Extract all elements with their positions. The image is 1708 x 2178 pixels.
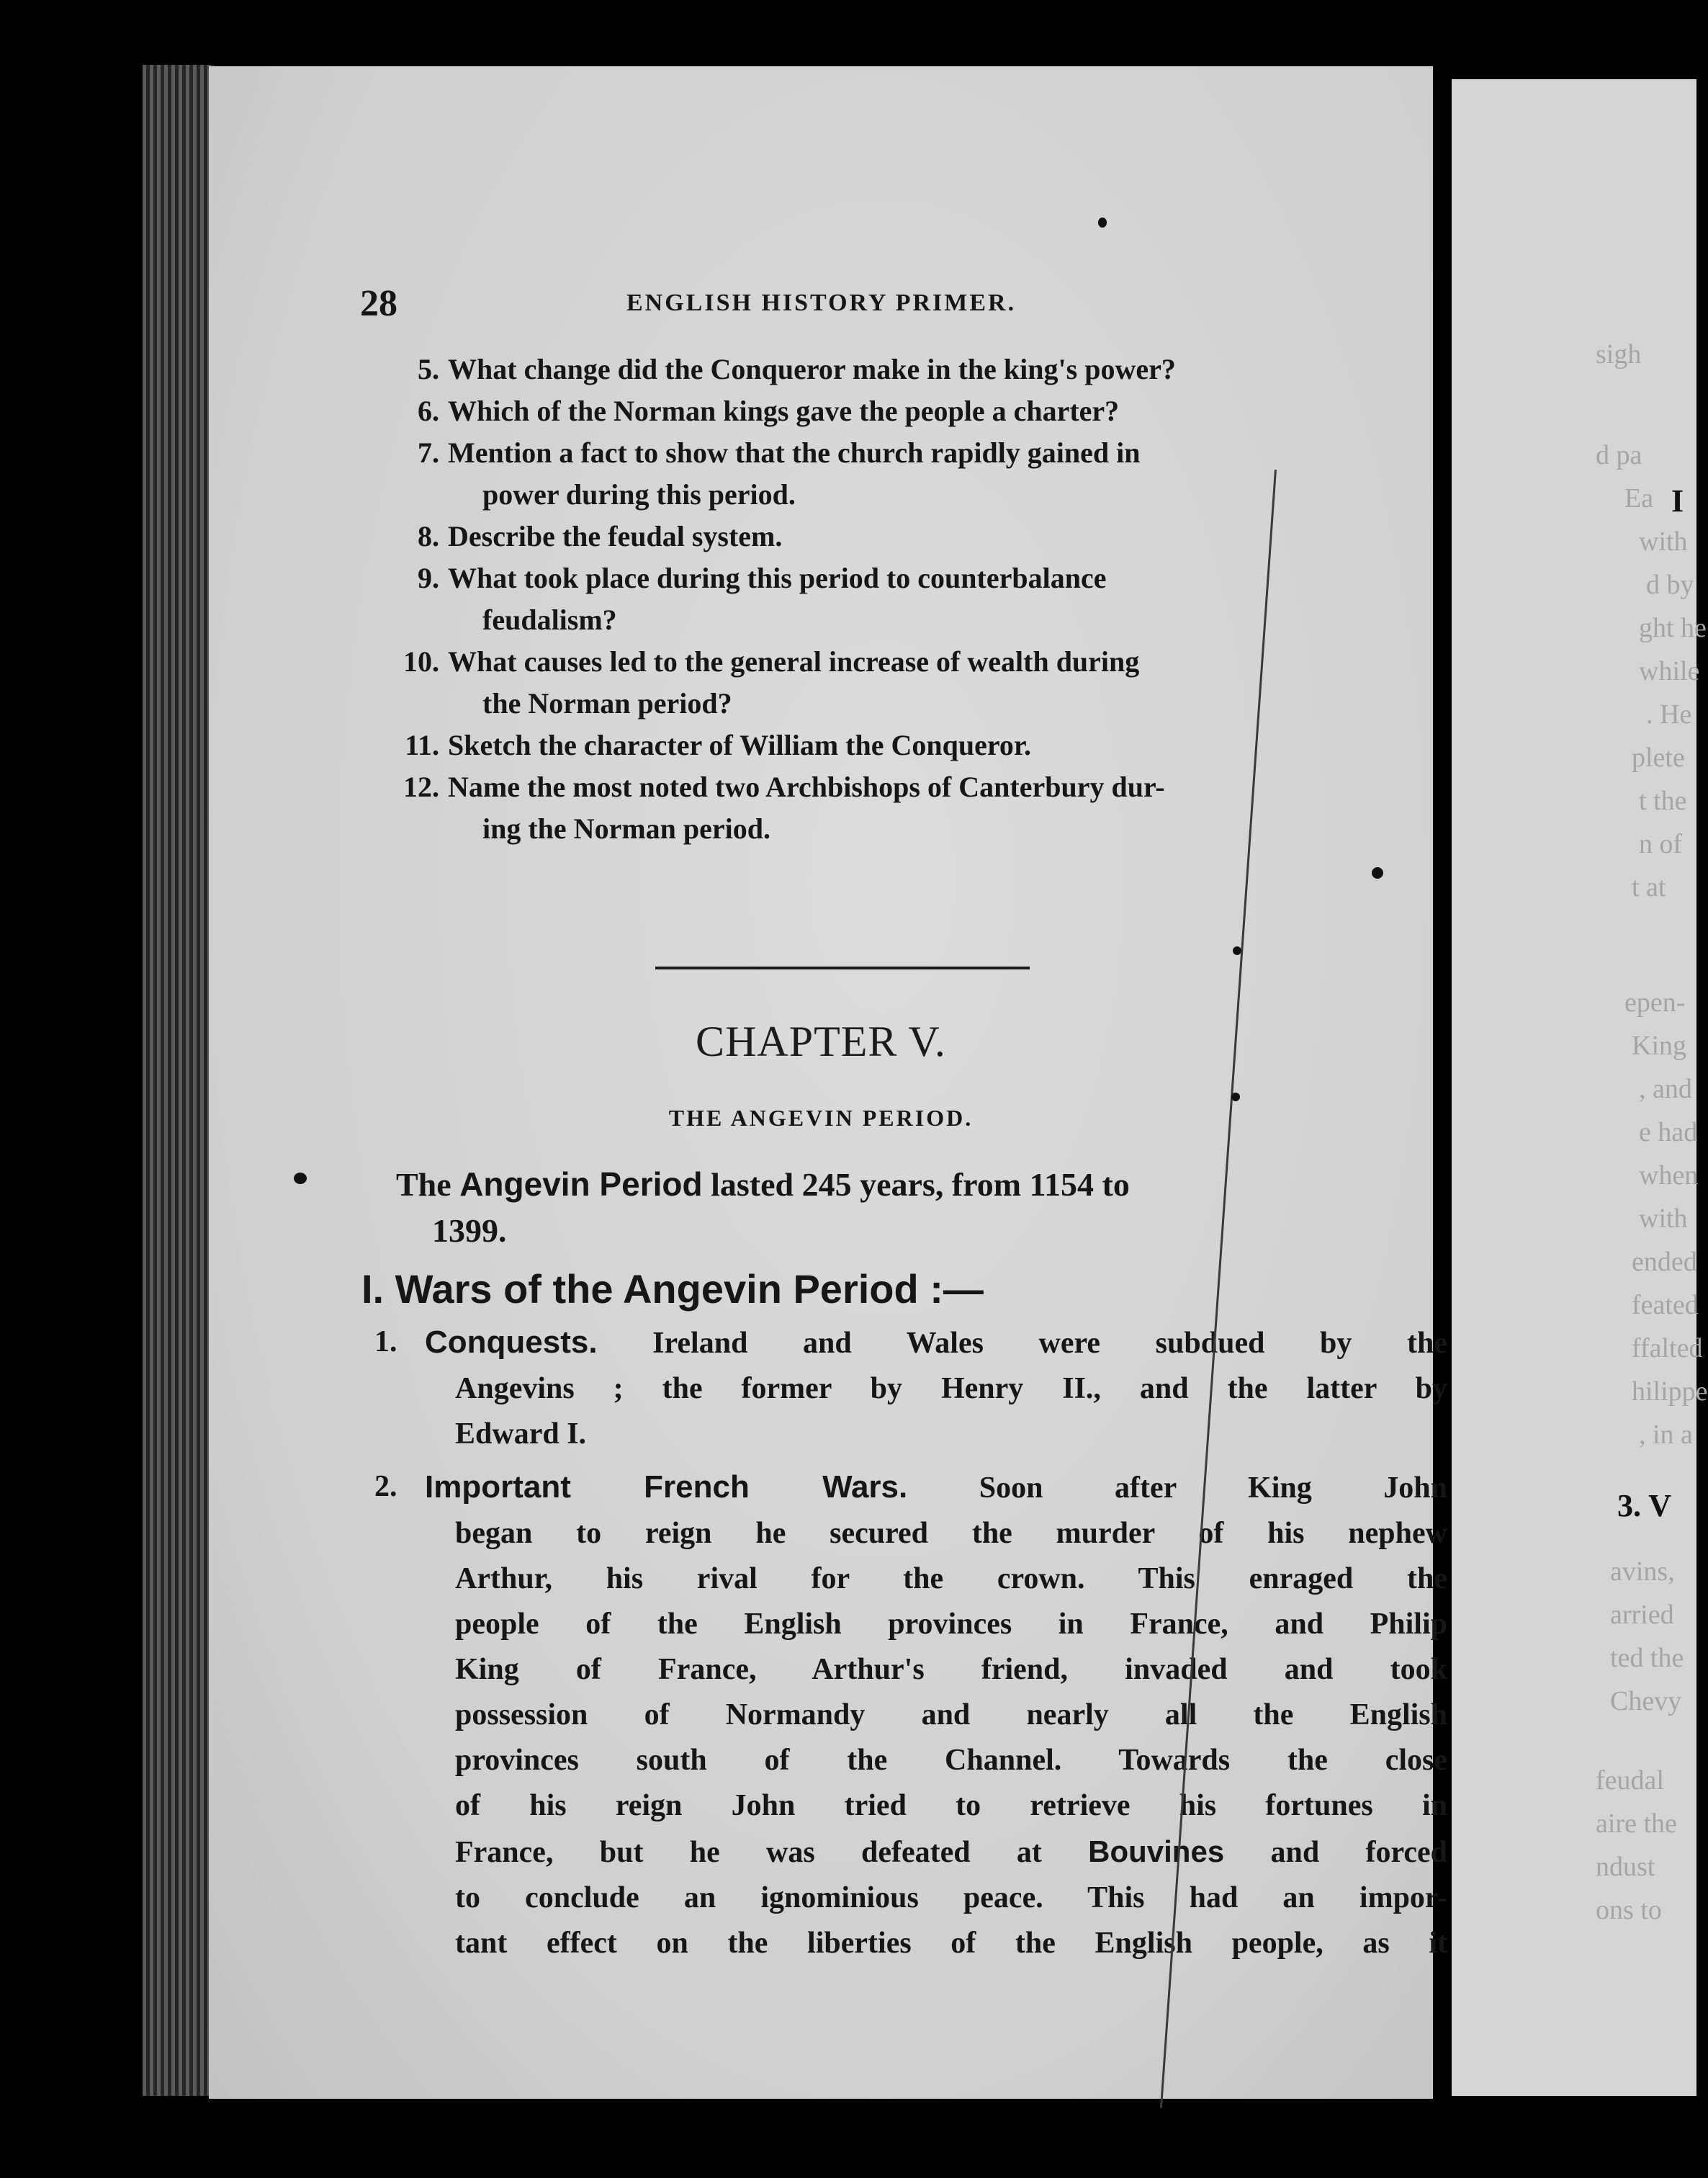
- page-number: 28: [360, 283, 397, 324]
- question-text: Mention a fact to show that the church rapidly gained in power during this period.: [448, 436, 1141, 511]
- question-text: What causes led to the general increase of wealth during the Norman period?: [448, 645, 1140, 720]
- question-number: 8.: [418, 520, 439, 552]
- list-item-french-wars: 2. Important French Wars. Soon after King John began to reign he secured the murder of his nephew Arthur, his rival for the crown. This enraged the people of the English provinces in France, and Philip King of France, Arthur's friend, invaded and took possession of Normandy and nearly all the English provinces south of the Channel. Towards the close of his reign John tried to retrieve his fortunes in France, but he was defeated at Bouvines and forced to conclude an ignominious peace. This had an impor- tant effect on the liberties of the English people, as it: [374, 1469, 1447, 1960]
- question-item: [353, 349, 1447, 390]
- question-text: Which of the Norman kings gave the people a charter?: [448, 395, 1120, 427]
- review-questions: [353, 349, 1447, 850]
- blemish-dot: [1098, 218, 1107, 228]
- blemish-dot: [1231, 1093, 1240, 1101]
- page-edges: [143, 65, 215, 2096]
- blemish-dot: [1372, 867, 1383, 879]
- question-item: [353, 557, 1447, 641]
- right-page-fragment: sigh d pa Ea with d by ght he while . He plete t the n of t at epen- King , and e had when with ended feated ffalted hilippe , in a avins, arried ted the Chevy feudal aire the ndust ons to I 3. V: [1452, 79, 1696, 2096]
- question-number: 5.: [418, 353, 439, 385]
- question-item: [353, 390, 1447, 432]
- question-number: 6.: [418, 395, 439, 427]
- question-text: What took place during this period to counterbalance feudalism?: [448, 562, 1107, 636]
- question-item: [353, 641, 1447, 725]
- item-term: Important French Wars.: [425, 1469, 908, 1505]
- chapter-title: CHAPTER V.: [696, 1018, 946, 1065]
- question-item: [353, 725, 1447, 766]
- bouvines-term: Bouvines: [1088, 1834, 1225, 1868]
- intro-term: Angevin Period: [459, 1165, 703, 1203]
- section-heading: I. Wars of the Angevin Period :—: [361, 1266, 984, 1312]
- question-text: Sketch the character of William the Conqueror.: [448, 729, 1031, 761]
- question-item: [353, 432, 1447, 516]
- header-title: ENGLISH HISTORY PRIMER.: [626, 290, 1017, 316]
- question-text: What change did the Conqueror make in the king's power?: [448, 353, 1176, 385]
- right-page-text-fragment: 3. V: [1617, 1488, 1671, 1523]
- question-number: 11.: [405, 729, 439, 761]
- blemish-dot: [1233, 946, 1241, 955]
- chapter-intro: The Angevin Period lasted 245 years, from 1154 to 1399.: [396, 1165, 1130, 1249]
- chapter-subtitle: THE ANGEVIN PERIOD.: [668, 1105, 974, 1131]
- section-divider: [655, 967, 1030, 969]
- section-items: [374, 1319, 1447, 1973]
- item-term: Conquests.: [425, 1325, 598, 1360]
- question-item: [353, 516, 1447, 557]
- running-head: [209, 282, 1433, 340]
- list-item-conquests: 1. Conquests. Ireland and Wales were subdued by the Angevins ; the former by Henry II., and the latter by Edward I.: [374, 1325, 1447, 1451]
- right-page-text-fragment: I: [1671, 483, 1684, 519]
- question-text: Describe the feudal system.: [448, 520, 783, 552]
- question-number: 10.: [403, 645, 439, 678]
- question-number: 7.: [418, 436, 439, 469]
- question-text: Name the most noted two Archbishops of Canterbury dur- ing the Norman period.: [448, 771, 1165, 845]
- question-item: [353, 766, 1447, 850]
- question-number: 12.: [403, 771, 439, 803]
- question-number: 9.: [418, 562, 439, 594]
- blemish-dot: [294, 1173, 307, 1184]
- left-page: [209, 66, 1447, 2099]
